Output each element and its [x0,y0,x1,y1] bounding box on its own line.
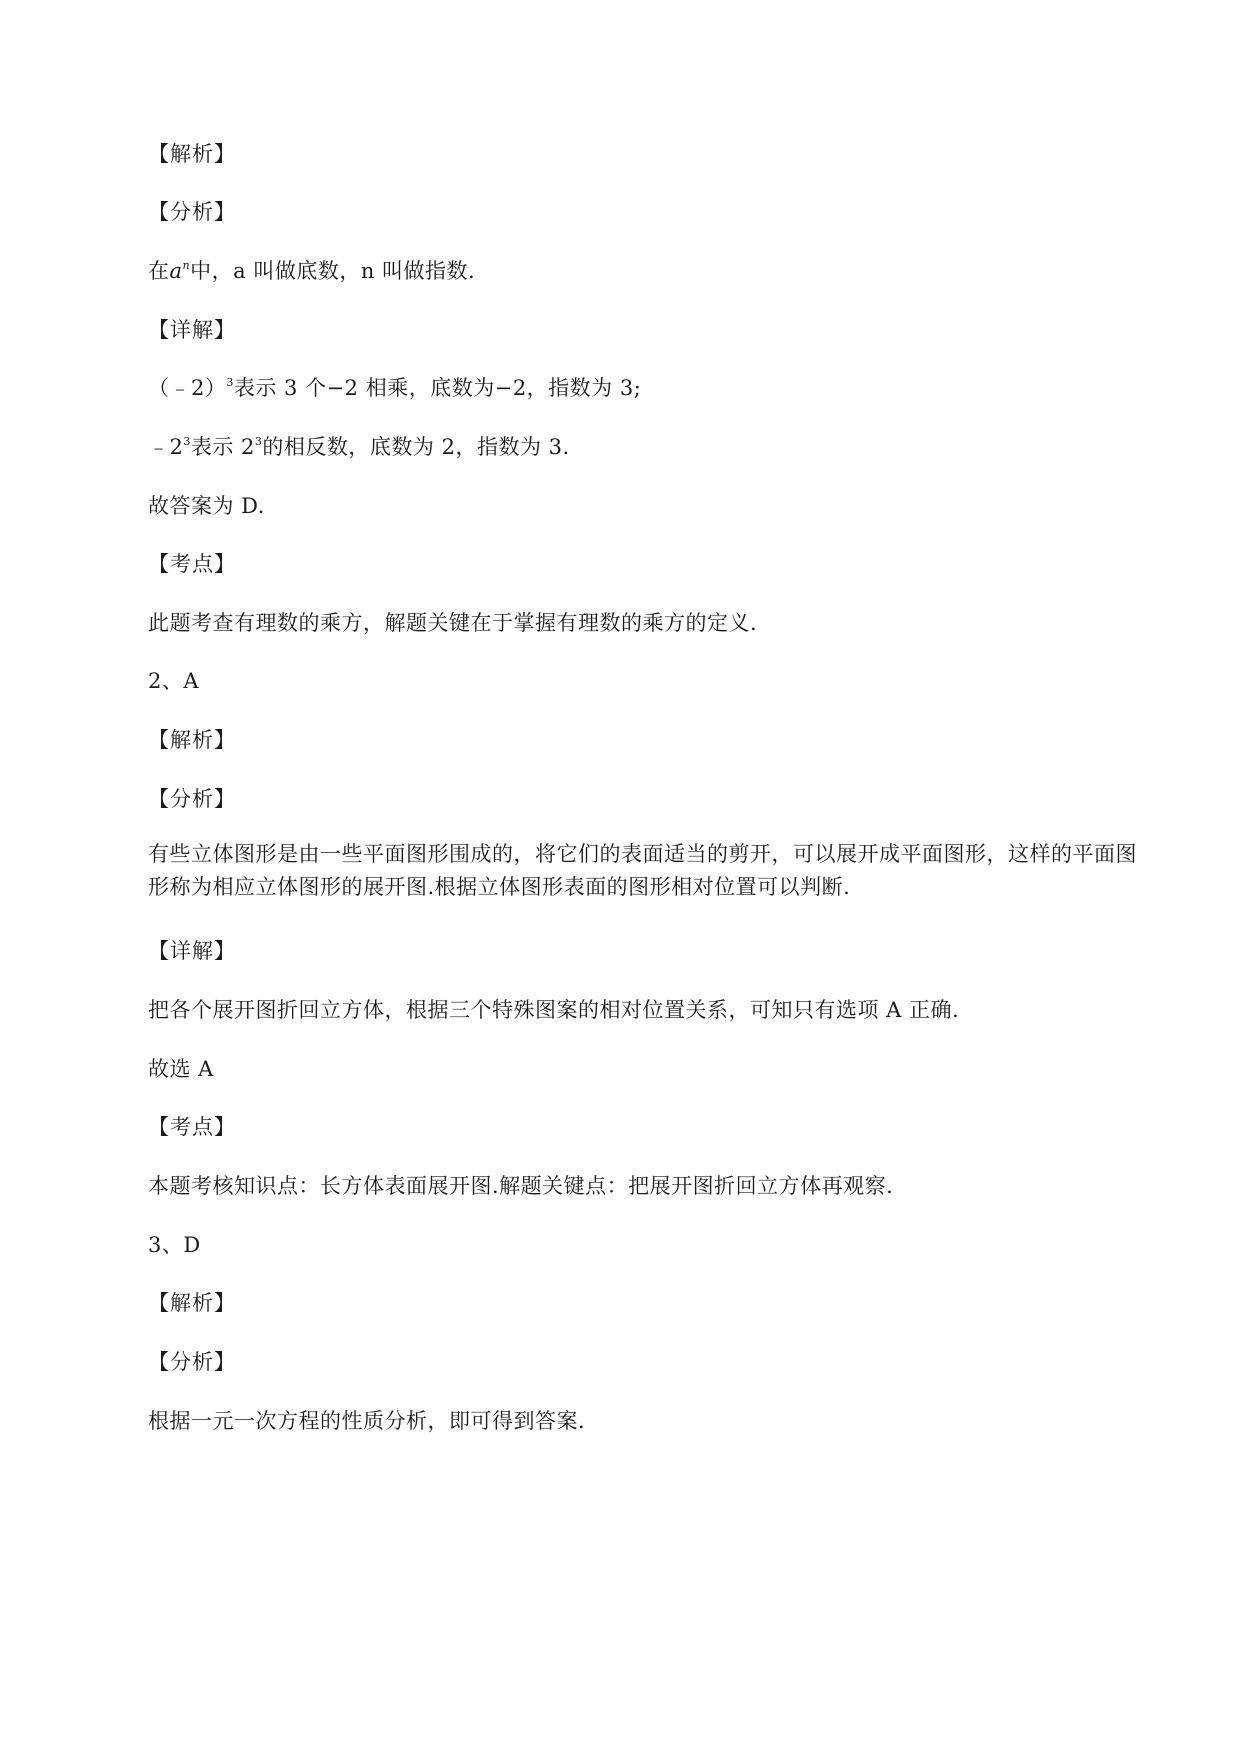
text-segment: 表示 2 [190,435,255,459]
section-heading-jiexi: 【解析】 [148,142,236,166]
math-exponent: 3 [183,435,191,448]
paragraph-analysis-net: 有些立体图形是由一些平面图形围成的，将它们的表面适当的剪开，可以展开成平面图形，这样的平面图形称为相应立体图形的展开图.根据立体图形表面的图形相对位置可以判断. [148,842,1137,899]
text-segment: 表示 3 个−2 相乘，底数为−2，指数为 3; [233,376,642,400]
section-heading-kaodian: 【考点】 [148,552,236,576]
math-exponent: 3 [254,435,263,448]
question-number-2: 2、A [148,669,200,693]
question-number-3: 3、D [148,1233,201,1257]
section-heading-xiangjie: 【详解】 [148,318,236,342]
math-expression: ﹣2 [148,435,184,459]
section-heading-kaodian: 【考点】 [148,1115,236,1139]
paragraph-key-point: 本题考核知识点：长方体表面展开图.解题关键点：把展开图折回立方体再观察. [148,1174,894,1198]
math-exponent: n [182,259,191,272]
section-heading-fenxi: 【分析】 [148,200,236,224]
text-segment: 的相反数，底数为 2，指数为 3. [262,435,570,459]
text-segment: 中，a 叫做底数，n 叫做指数. [190,259,476,283]
section-heading-fenxi: 【分析】 [148,1350,236,1374]
paragraph-answer: 故选 A [148,1057,214,1081]
section-heading-fenxi: 【分析】 [148,787,236,811]
paragraph-detail-net: 把各个展开图折回立方体，根据三个特殊图案的相对位置关系，可知只有选项 A 正确. [148,998,960,1022]
math-exponent: 3 [226,376,234,389]
text-segment: 在 [148,259,170,283]
math-expression: （﹣2） [148,376,227,400]
paragraph-detail-1 [148,374,641,402]
paragraph-answer: 故答案为 D. [148,494,265,518]
paragraph-detail-2 [148,433,570,461]
paragraph-exponent-definition [148,257,475,285]
section-heading-xiangjie: 【详解】 [148,939,236,963]
section-heading-jiexi: 【解析】 [148,728,236,752]
math-base: a [169,259,183,283]
paragraph-key-point: 此题考查有理数的乘方，解题关键在于掌握有理数的乘方的定义. [148,611,758,635]
section-heading-jiexi: 【解析】 [148,1291,236,1315]
paragraph-analysis-equation: 根据一元一次方程的性质分析，即可得到答案. [148,1409,586,1433]
